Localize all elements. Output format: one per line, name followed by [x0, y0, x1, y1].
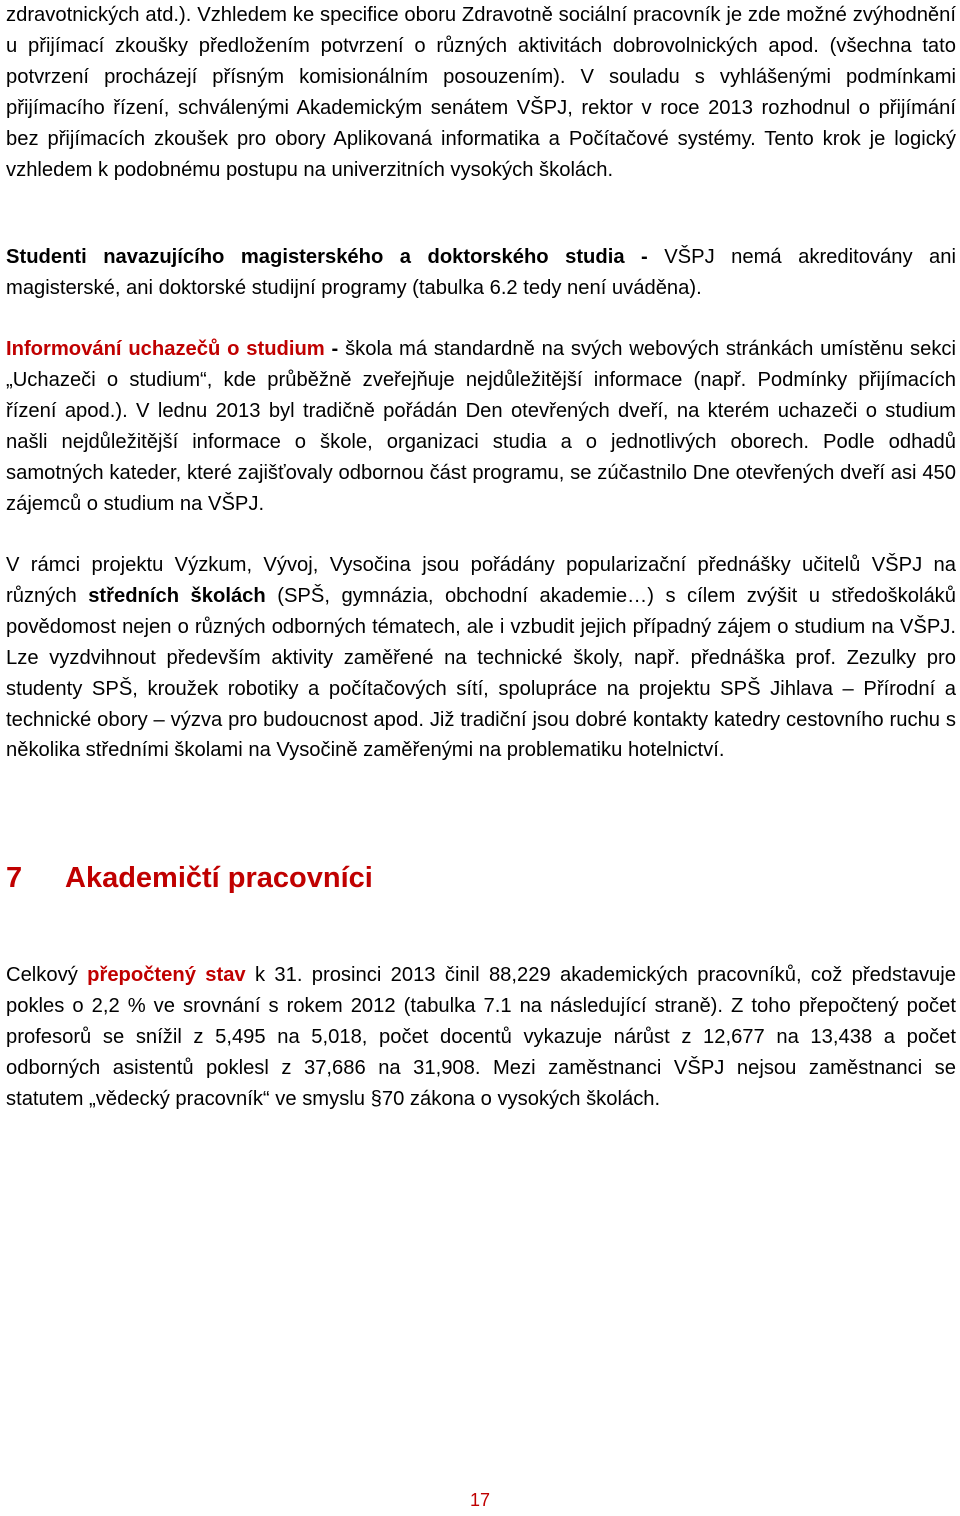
applicant-info-text: škola má standardně na svých webových stránkách umístěnu sekci „Uchazeči o studium“, kde průběžně zveřejňuje nejdůležitější informace (např. Podmínky přijímacích řízení apod.). V lednu 2013 byl tradičně pořádán Den otevřených dveří, na kterém uchazeči o studium našli nejdůležitější informace o škole, organizaci studia a o jednotlivých oborech. Podle odhadů samotných kateder, které zajišťovaly odbornou část programu, se zúčastnilo Dne otevřených dveří asi 450 zájemců o studium na VŠPJ. [6, 338, 957, 515]
graduate-students-text: VŠPJ nemá akreditovány ani magisterské, ani doktorské studijní programy (tabulka 6.2 tedy není uváděna). [6, 246, 956, 299]
staff-text-a: Celkový [6, 964, 88, 986]
paragraph-popularization [6, 550, 956, 766]
paragraph-admissions-text: zdravotnických atd.). Vzhledem ke specifice oboru Zdravotně sociální pracovník je zde možné zvýhodnění u přijímací zkoušky předložením potvrzení o různých aktivitách dobrovolnických apod. (všechna tato potvrzení procházejí přísným komisionálním posouzením). V souladu s vyhlášenými podmínkami přijímacího řízení, schválenými Akademickým senátem VŠPJ, rektor v roce 2013 rozhodnul o přijímání bez přijímacích zkoušek pro obory Aplikovaná informatika a Počítačové systémy. Tento krok je logický vzhledem k podobnému postupu na univerzitních vysokých školách. [6, 4, 956, 181]
page-number: 17 [469, 1490, 491, 1510]
popularization-text-b: (SPŠ, gymnázia, obchodní akademie…) s cílem zvýšit u středoškoláků povědomost nejen o různých odborných tématech, ale i vzbudit jejich případný zájem o studium na VŠPJ. Lze vyzdvihnout především aktivity zaměřené na technické školy, např. přednáška prof. Zezulky pro studenty SPŠ, kroužek robotiky a počítačových sítí, spolupráce na projektu SPŠ Jihlava – Přírodní a technické obory – výzva pro budoucnost apod. Již tradiční jsou dobré kontakty katedry cestovního ruchu s několika středními školami na Vysočině zaměřenými na problematiku hotelnictví. [6, 584, 957, 762]
section-title: Akademičtí pracovníci [65, 862, 373, 894]
popularization-bold: středních školách [88, 584, 266, 607]
section-number: 7 [6, 862, 23, 894]
section-heading [6, 858, 373, 898]
applicant-info-dash: - [324, 338, 339, 360]
paragraph-staff [6, 960, 956, 1115]
popularization-text-a: V rámci projektu Výzkum, Vývoj, Vysočina jsou pořádány popularizační přednášky učitelů VŠPJ na různých [6, 554, 956, 607]
staff-text-b: k 31. prosinci 2013 činil 88,229 akademických pracovníků, což představuje pokles o 2,2 % ve srovnání s rokem 2012 (tabulka 7.1 na následující straně). Z toho přepočtený počet profesorů se snížil z 5,495 na 5,018, počet docentů vykazuje nárůst z 12,677 na 13,438 a počet odborných asistentů poklesl z 37,686 na 31,908. Mezi zaměstnanci VŠPJ nejsou zaměstnanci se statutem „vědecký pracovník“ ve smyslu §70 zákona o vysokých školách. [6, 964, 956, 1110]
paragraph-admissions [6, 0, 956, 185]
paragraph-graduate-students [6, 242, 956, 304]
staff-highlight: přepočtený stav [87, 964, 246, 986]
paragraph-applicant-info [6, 334, 956, 519]
graduate-students-lead: Studenti navazujícího magisterského a doktorského studia - [6, 246, 648, 268]
applicant-info-lead: Informování uchazečů o studium [6, 338, 325, 360]
